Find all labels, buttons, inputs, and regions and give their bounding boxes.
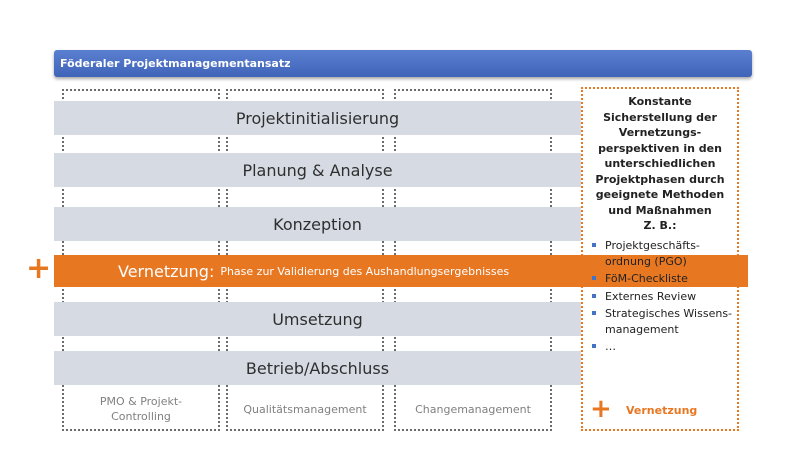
bullet-icon	[592, 276, 596, 280]
bullet-icon	[592, 243, 596, 247]
bullet-icon	[592, 344, 596, 348]
list-item: Strategisches Wissens-management	[590, 306, 738, 337]
list-item: Projektgeschäfts-ordnung (PGO)	[590, 238, 738, 269]
phase-band-betrieb: Betrieb/Abschluss	[54, 351, 581, 385]
phase-band-planung: Planung & Analyse	[54, 153, 581, 187]
phase-band-initialisierung: Projektinitialisierung	[54, 101, 581, 135]
bullet-icon	[592, 311, 596, 315]
list-item: …	[590, 339, 738, 355]
bullet-icon	[592, 294, 596, 298]
column-label-quality: Qualitätsmanagement	[243, 402, 367, 416]
diagram-title: Föderaler Projektmanagementansatz	[54, 50, 752, 77]
vernetzung-description: Phase zur Validierung des Aushandlungsergebnisses	[220, 264, 510, 278]
right-panel-description: Konstante Sicherstellung der Vernetzungs-perspektiven in den unterschiedlichen Projektphasen durch geeignete Methoden und Maßnahmen	[595, 95, 725, 217]
measures-list	[590, 238, 738, 357]
plus-icon: +	[26, 251, 52, 286]
phase-band-umsetzung: Umsetzung	[54, 302, 581, 336]
right-panel-text	[584, 94, 736, 234]
plus-icon-small: +	[590, 394, 612, 424]
list-item: Externes Review	[590, 289, 738, 305]
vernetzung-label: Vernetzung:	[118, 261, 215, 281]
column-label-change: Changemanagement	[415, 402, 531, 416]
list-item: FöM-Checkliste	[590, 271, 738, 287]
right-panel-footer: Vernetzung	[626, 404, 698, 417]
column-label-pmo: PMO & Projekt-Controlling	[99, 395, 183, 423]
right-panel-example: Z. B.:	[643, 219, 677, 232]
phase-band-konzeption: Konzeption	[54, 207, 581, 241]
